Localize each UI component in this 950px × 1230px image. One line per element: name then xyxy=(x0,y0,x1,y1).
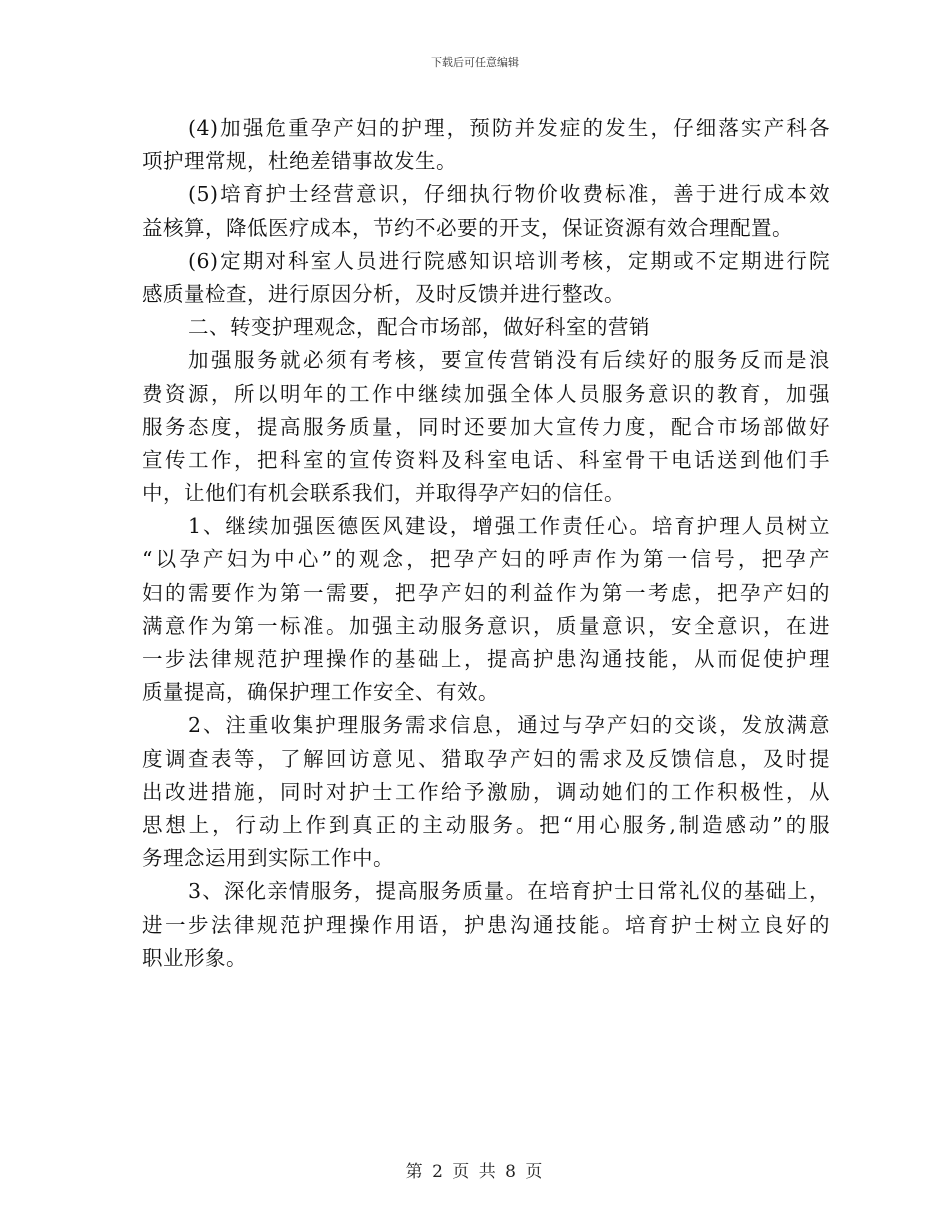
text-line: “以孕产妇为中心”的观念，把孕产妇的呼声作为第一信号，把孕产 xyxy=(142,547,830,572)
paragraph-item-3-service-quality xyxy=(142,875,830,975)
text-line: 宣传工作，把科室的宣传资料及科室电话、科室骨干电话送到他们手 xyxy=(142,447,830,472)
text-line: 感质量检查，进行原因分析，及时反馈并进行整改。 xyxy=(142,281,625,306)
paragraph-6-infection-training xyxy=(142,245,830,311)
text-line: 出改进措施，同时对护士工作给予激励，调动她们的工作积极性，从 xyxy=(142,779,830,804)
paragraph-service-marketing xyxy=(142,344,830,510)
text-line: (6)定期对科室人员进行院感知识培训考核，定期或不定期进行院 xyxy=(188,248,830,273)
section-heading-2 xyxy=(142,311,830,344)
text-line: 费资源，所以明年的工作中继续加强全体人员服务意识的教育，加强 xyxy=(142,381,830,406)
text-line: 一步法律规范护理操作的基础上，提高护患沟通技能，从而促使护理 xyxy=(142,647,830,671)
paragraph-item-2-feedback xyxy=(142,709,830,875)
text-line: (5)培育护士经营意识，仔细执行物价收费标准，善于进行成本效 xyxy=(188,182,830,207)
document-body xyxy=(142,112,830,975)
text-line: 加强服务就必须有考核，要宣传营销没有后续好的服务反而是浪 xyxy=(188,348,830,373)
text-line: (4)加强危重孕产妇的护理，预防并发症的发生，仔细落实产科各 xyxy=(188,116,830,140)
text-line: 益核算，降低医疗成本，节约不必要的开支，保证资源有效合理配置。 xyxy=(142,215,793,240)
text-line: 进一步法律规范护理操作用语，护患沟通技能。培育护士树立良好的 xyxy=(142,912,830,937)
paragraph-item-1-ethics xyxy=(142,510,830,709)
paragraph-5-cost-awareness xyxy=(142,178,830,244)
text-line: 思想上，行动上作到真正的主动服务。把“用心服务,制造感动”的服 xyxy=(142,812,830,837)
text-line: 职业形象。 xyxy=(142,945,247,970)
text-line: 项护理常规，杜绝差错事故发生。 xyxy=(142,149,457,174)
text-line: 务理念运用到实际工作中。 xyxy=(142,846,394,871)
page-number-footer: 第 2 页 共 8 页 xyxy=(405,1162,545,1182)
section-heading: 二、转变护理观念，配合市场部，做好科室的营销 xyxy=(188,315,650,340)
text-line: 妇的需要作为第一需要，把孕产妇的利益作为第一考虑，把孕产妇的 xyxy=(142,580,830,605)
text-line: 服务态度，提高服务质量，同时还要加大宣传力度，配合市场部做好 xyxy=(142,414,830,439)
text-line: 3、深化亲情服务，提高服务质量。在培育护士日常礼仪的基础上， xyxy=(188,879,830,904)
text-line: 满意作为第一标准。加强主动服务意识，质量意识，安全意识，在进 xyxy=(142,613,830,638)
text-line: 质量提高，确保护理工作安全、有效。 xyxy=(142,680,499,705)
text-line: 度调查表等，了解回访意见、猎取孕产妇的需求及反馈信息，及时提 xyxy=(142,746,830,771)
paragraph-4-nursing-care xyxy=(142,112,830,178)
text-line: 2、注重收集护理服务需求信息，通过与孕产妇的交谈，发放满意 xyxy=(188,713,830,738)
text-line: 1、继续加强医德医风建设，增强工作责任心。培育护理人员树立 xyxy=(188,514,830,539)
page-header: 下载后可任意编辑 xyxy=(431,56,519,69)
text-line: 中，让他们有机会联系我们，并取得孕产妇的信任。 xyxy=(142,481,625,506)
